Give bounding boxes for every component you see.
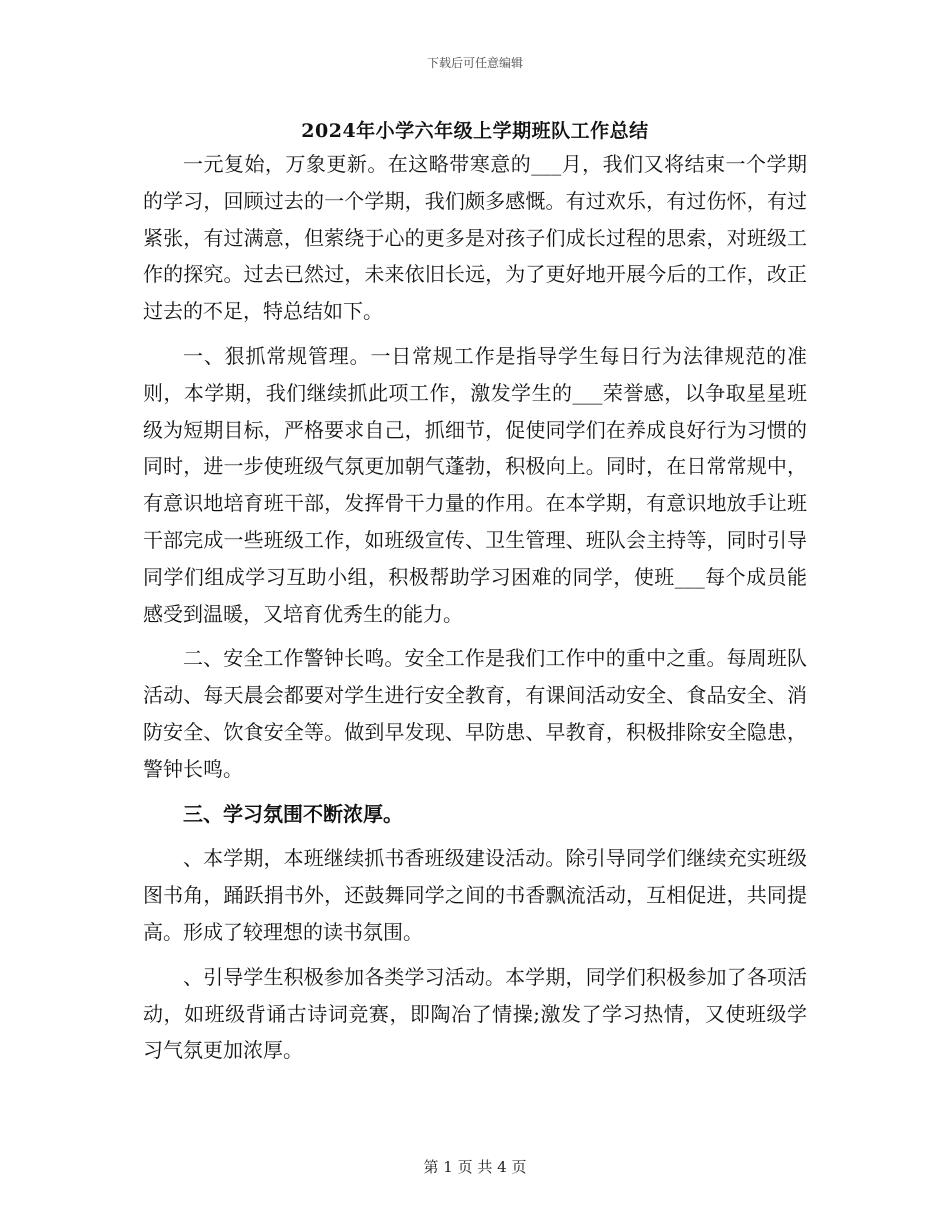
paragraph-section-1: 一、狠抓常规管理。一日常规工作是指导学生每日行为法律规范的准则，本学期，我们继续抓此项工作，激发学生的___荣誉感，以争取星星班级为短期目标，严格要求自己，抓细节，促使同学们在养成良好行为习惯的同时，进一步使班级气氛更加朝气蓬勃，积极向上。同时，在日常常规中，有意识地培育班干部，发挥骨干力量的作用。在本学期，有意识地放手让班干部完成一些班级工作，如班级宣传、卫生管理、班队会主持等，同时引导同学们组成学习互助小组，积极帮助学习困难的同学，使班___每个成员能感受到温暖，又培育优秀生的能力。 [143, 343, 807, 626]
document-title: 2024年小学六年级上学期班队工作总结 [301, 120, 649, 142]
page-number: 第 1 页 共 4 页 [423, 1158, 527, 1176]
section-heading-3: 三、学习氛围不断浓厚。 [183, 801, 403, 826]
paragraph-section-3-item-2: 、引导学生积极参加各类学习活动。本学期，同学们积极参加了各项活动，如班级背诵古诗词竞赛，即陶冶了情操;激发了学习热情，又使班级学习气氛更加浓厚。 [143, 964, 807, 1063]
page-header-note: 下载后可任意编辑 [426, 56, 523, 70]
paragraph-section-2: 二、安全工作警钟长鸣。安全工作是我们工作中的重中之重。每周班队活动、每天晨会都要对学生进行安全教育，有课间活动安全、食品安全、消防安全、饮食安全等。做到早发现、早防患、早教育，积极排除安全隐患，警钟长鸣。 [143, 646, 807, 781]
paragraph-section-3-item-1: 、本学期，本班继续抓书香班级建设活动。除引导同学们继续充实班级图书角，踊跃捐书外，还鼓舞同学之间的书香飘流活动，互相促进，共同提高。形成了较理想的读书氛围。 [143, 846, 807, 944]
paragraph-intro: 一元复始，万象更新。在这略带寒意的___月，我们又将结束一个学期的学习，回顾过去的一个学期，我们颇多感慨。有过欢乐，有过伤怀，有过紧张，有过满意，但萦绕于心的更多是对孩子们成长过程的思索，对班级工作的探究。过去已然过，未来依旧长远，为了更好地开展今后的工作，改正过去的不足，特总结如下。 [143, 152, 807, 324]
document-body [143, 146, 807, 1069]
